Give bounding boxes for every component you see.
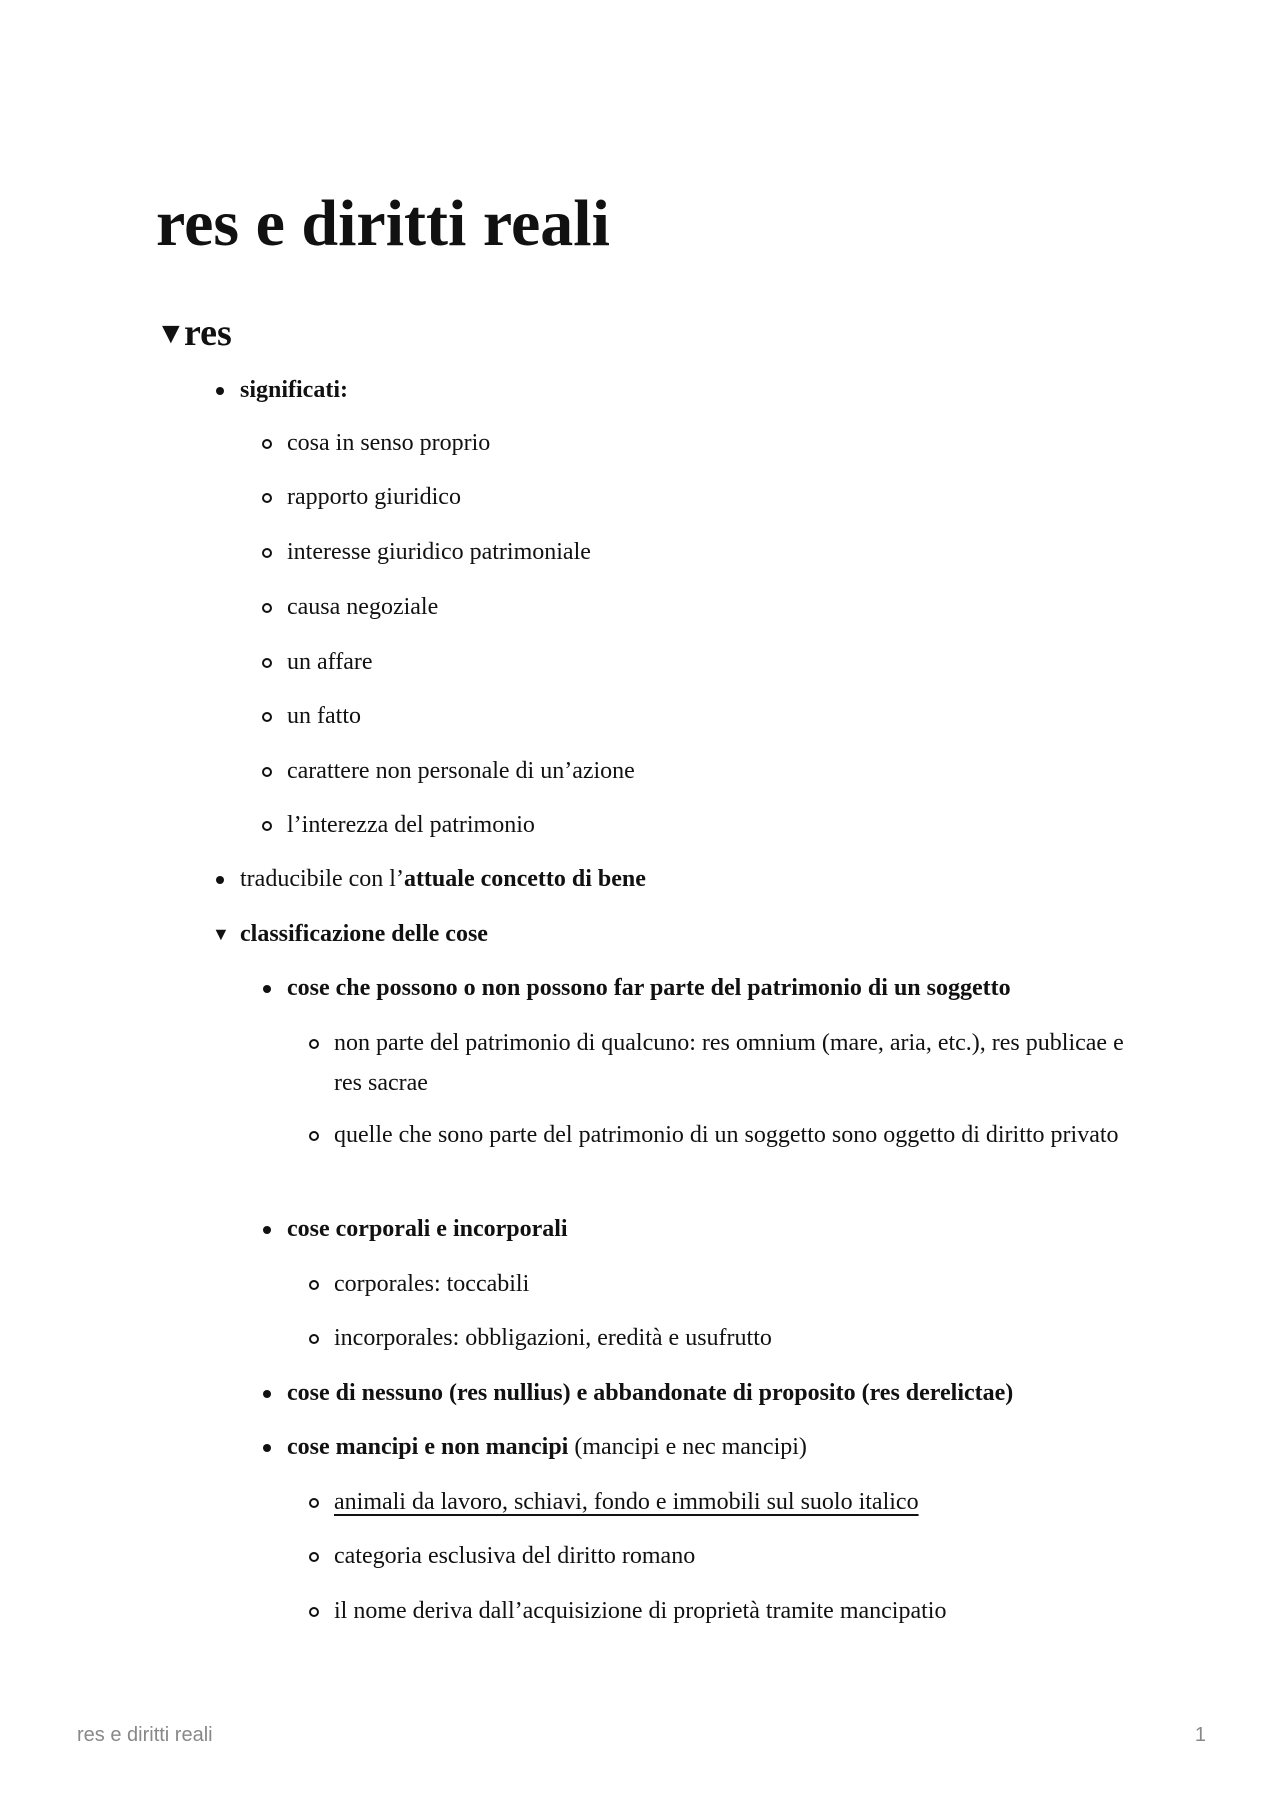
section-heading: res <box>184 312 232 354</box>
bullet-circle-icon <box>304 1536 324 1576</box>
bullet-circle-icon <box>304 1023 324 1063</box>
bullet-circle-icon <box>304 1115 324 1155</box>
underlined-text: animali da lavoro, schiavi, fondo e immobili sul suolo italico <box>334 1489 919 1515</box>
bullet-disc-icon <box>210 859 230 899</box>
list-item: corporales: toccabili <box>334 1264 529 1304</box>
list-item: l’interezza del patrimonio <box>287 805 535 845</box>
list-item-group2: cose corporali e incorporali <box>287 1209 568 1249</box>
list-item-group3: cose di nessuno (res nullius) e abbandonate di proposito (res derelictae) <box>287 1373 1013 1413</box>
page-title: res e diritti reali <box>156 187 610 260</box>
list-item-group1: cose che possono o non possono far parte del patrimonio di un soggetto <box>287 968 1011 1008</box>
bullet-circle-icon <box>257 477 277 517</box>
bullet-disc-icon <box>257 1427 277 1467</box>
list-item: rapporto giuridico <box>287 477 461 517</box>
footer-page-number: 1 <box>1194 1724 1206 1746</box>
list-item: causa negoziale <box>287 587 438 627</box>
bullet-circle-icon <box>257 423 277 463</box>
list-item-group4 <box>287 1427 807 1467</box>
bullet-circle-icon <box>304 1482 324 1522</box>
bullet-circle-icon <box>304 1318 324 1358</box>
list-item: un affare <box>287 642 373 682</box>
traducibile-prefix: traducibile con l’ <box>240 866 404 892</box>
bullet-circle-icon <box>257 751 277 791</box>
list-item: quelle che sono parte del patrimonio di un soggetto sono oggetto di diritto privato <box>334 1115 1134 1155</box>
triangle-down-icon[interactable]: ▼ <box>212 924 230 944</box>
bullet-circle-icon <box>304 1264 324 1304</box>
list-item-traducibile <box>240 859 646 899</box>
list-item: un fatto <box>287 696 361 736</box>
traducibile-bold: attuale concetto di bene <box>403 866 646 892</box>
list-item: categoria esclusiva del diritto romano <box>334 1536 695 1576</box>
list-item <box>334 1482 919 1522</box>
group4-label: cose mancipi e non mancipi <box>287 1434 569 1460</box>
bullet-disc-icon <box>210 370 230 410</box>
bullet-circle-icon <box>304 1591 324 1631</box>
bullet-disc-icon <box>257 968 277 1008</box>
bullet-circle-icon <box>257 696 277 736</box>
list-item-significati: significati: <box>240 370 348 410</box>
bullet-disc-icon <box>257 1373 277 1413</box>
bullet-disc-icon <box>257 1209 277 1249</box>
bullet-circle-icon <box>257 805 277 845</box>
list-item: interesse giuridico patrimoniale <box>287 532 591 572</box>
list-item: cosa in senso proprio <box>287 423 490 463</box>
section-toggle-res[interactable] <box>156 310 232 357</box>
toggle-classificazione[interactable]: ▼ classificazione delle cose <box>240 914 488 954</box>
list-item: incorporales: obbligazioni, eredità e usufrutto <box>334 1318 772 1358</box>
footer-title: res e diritti reali <box>77 1724 213 1746</box>
bullet-circle-icon <box>257 642 277 682</box>
group4-suffix: (mancipi e nec mancipi) <box>568 1434 807 1460</box>
bullet-circle-icon <box>257 587 277 627</box>
bullet-circle-icon <box>257 532 277 572</box>
list-item: carattere non personale di un’azione <box>287 751 635 791</box>
list-item: non parte del patrimonio di qualcuno: res omnium (mare, aria, etc.), res publicae e res sacrae <box>334 1023 1134 1103</box>
list-item: il nome deriva dall’acquisizione di proprietà tramite mancipatio <box>334 1591 946 1631</box>
triangle-down-icon[interactable]: ▼ <box>156 317 186 350</box>
